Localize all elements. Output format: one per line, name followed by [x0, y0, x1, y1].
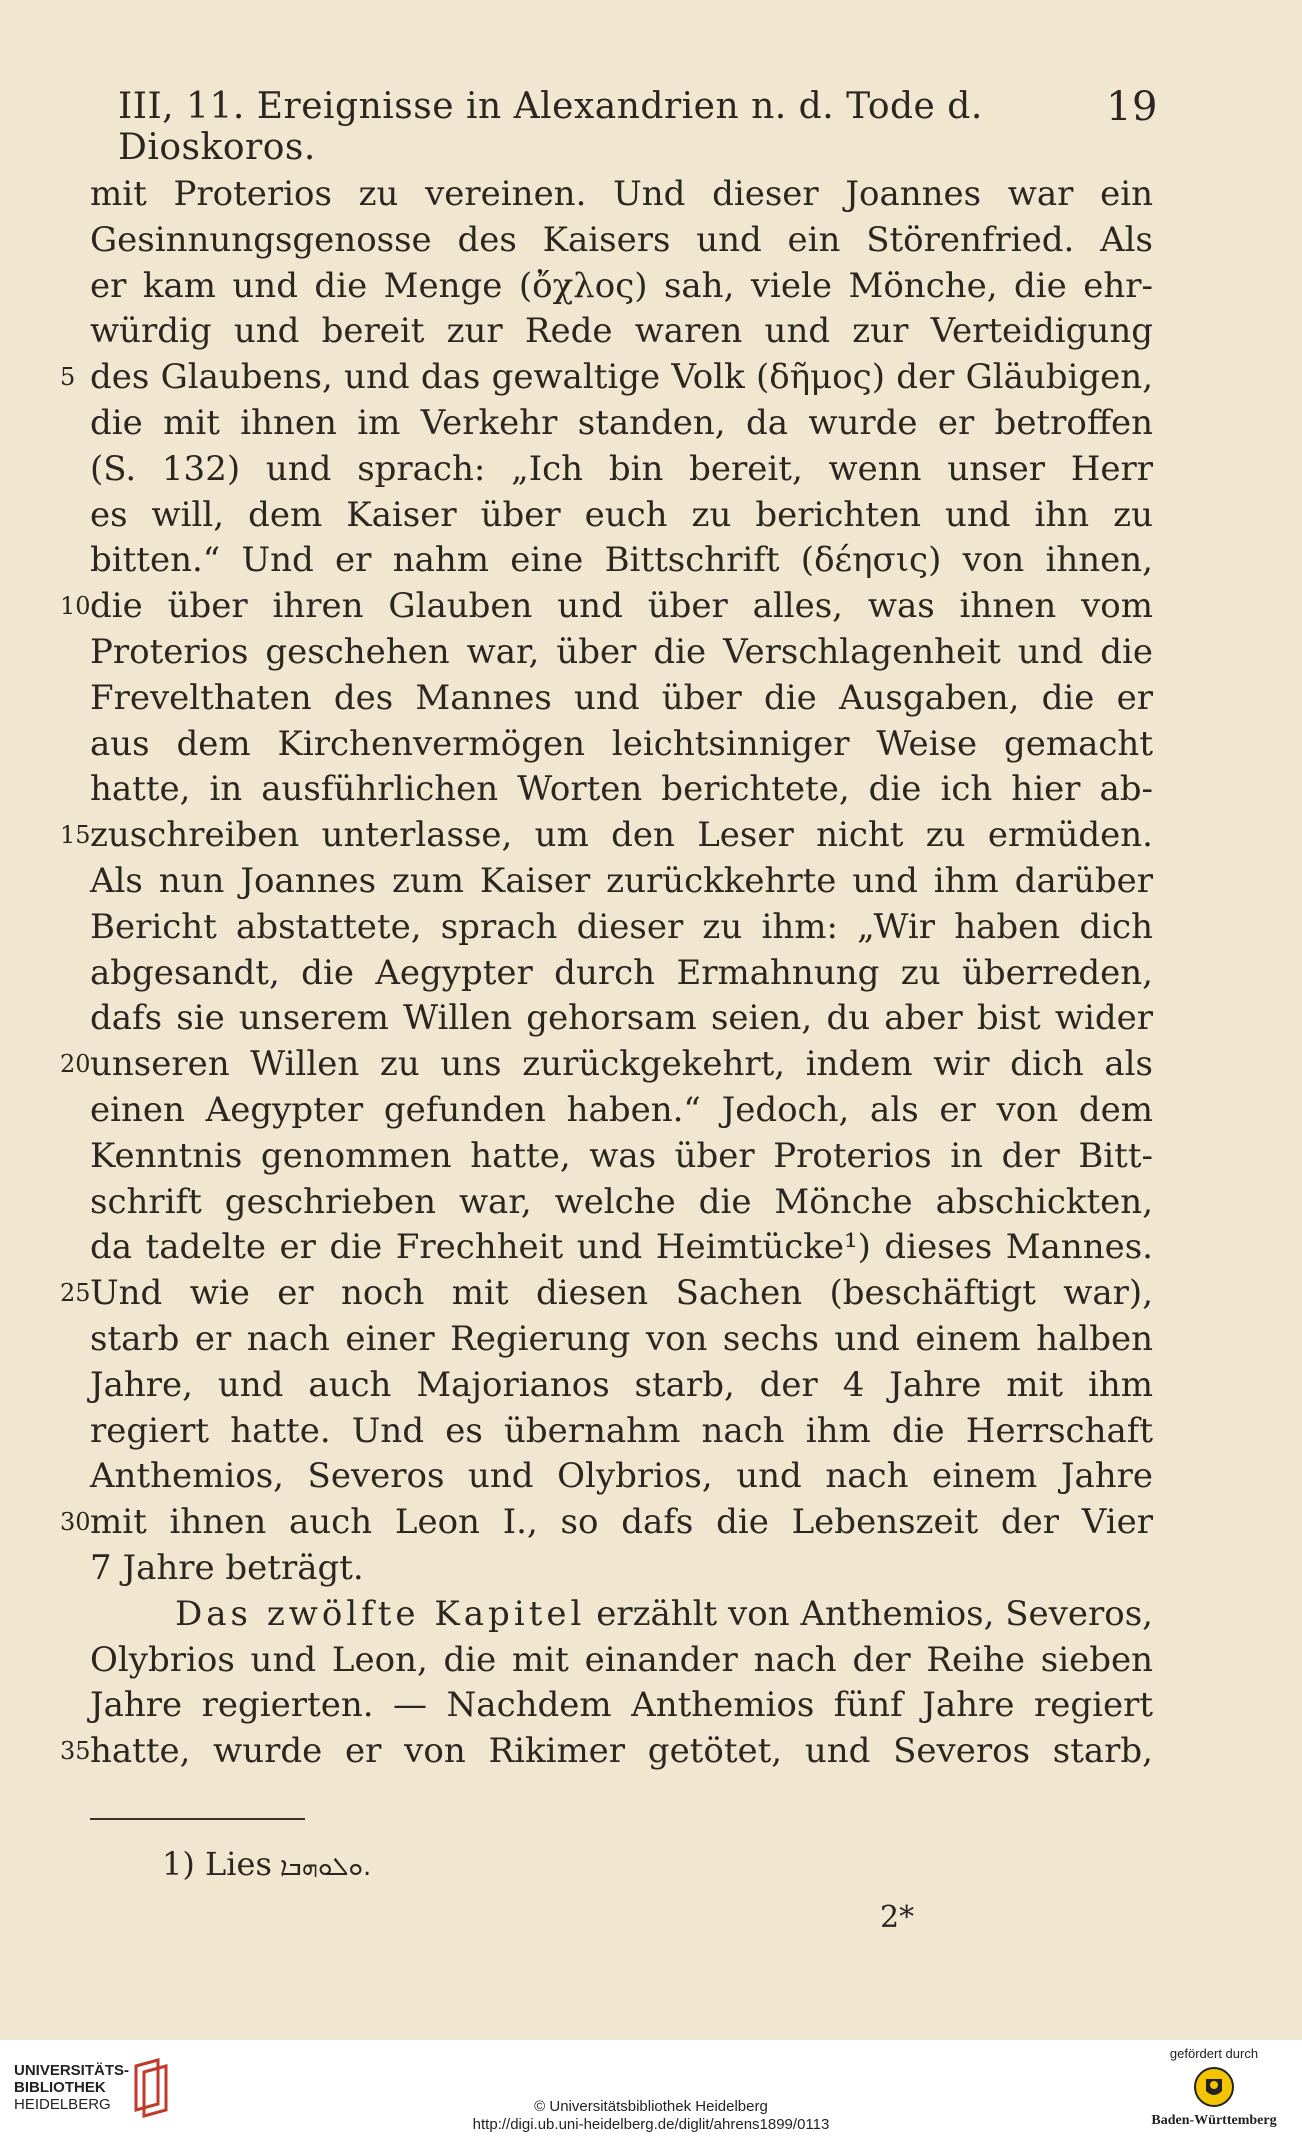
text-line [60, 1271, 1153, 1317]
footnote-label: 1) Lies [162, 1845, 272, 1883]
line-text: einen Aegypter gefunden haben.“ Jedoch, als er von dem [90, 1089, 1153, 1130]
line-text: hatte, in ausführlichen Worten berichtete, die ich hier ab- [90, 769, 1153, 810]
line-text: mit Proterios zu vereinen. Und dieser Joannes war ein [90, 174, 1153, 214]
line-text: regiert hatte. Und es übernahm nach ihm die Herrschaft [90, 1410, 1153, 1451]
copyright-text: © Universitätsbibliothek Heidelberg [534, 2098, 768, 2115]
text-line [90, 1363, 1153, 1409]
text-line [90, 309, 1153, 355]
text-line [90, 722, 1153, 768]
footnote-rule [90, 1818, 305, 1820]
text-line [60, 355, 1153, 401]
line-text: Anthemios, Severos und Olybrios, und nach einem Jahre [90, 1456, 1153, 1497]
line-text: die über ihren Glauben und über alles, was ihnen vom [90, 586, 1153, 627]
text-line [90, 1454, 1153, 1500]
chapter-intro-text: erzählt von Anthemios, Severos, [585, 1593, 1153, 1634]
page-number: 19 [1106, 84, 1158, 130]
line-text: schrift geschrieben war, welche die Mönche abschickten, [90, 1181, 1153, 1222]
funder-label: gefördert durch [1169, 2046, 1259, 2061]
running-title: III, 11. Ereignisse in Alexandrien n. d. Tode d. Dioskoros. [118, 86, 983, 168]
sheet-signature: 2* [880, 1900, 915, 1935]
line-number: 30 [60, 1508, 91, 1537]
line-text: Gesinnungsgenosse des Kaisers und ein Störenfried. Als [90, 219, 1153, 260]
chapter-heading: Das zwölfte Kapitel [175, 1593, 586, 1634]
text-line [90, 218, 1153, 264]
funder-block[interactable] [1144, 2046, 1284, 2129]
text-line [90, 172, 1153, 218]
line-text: (S. 132) und sprach: „Ich bin bereit, wenn unser Herr [90, 448, 1153, 489]
text-line [90, 1180, 1153, 1226]
text-line [60, 813, 1153, 859]
footnote [162, 1845, 371, 1883]
text-line [90, 676, 1153, 722]
line-text: da tadelte er die Frechheit und Heimtücke¹) dieses Mannes. [90, 1227, 1153, 1268]
line-number: 35 [60, 1737, 91, 1766]
text-line [90, 1638, 1153, 1684]
text-line [90, 401, 1153, 447]
line-text: dafs sie unserem Willen gehorsam seien, du aber bist wider [90, 998, 1153, 1039]
copyright-block [0, 2098, 1302, 2134]
body-text [60, 172, 1153, 1775]
text-line [90, 1409, 1153, 1455]
text-line [90, 447, 1153, 493]
line-text: Proterios geschehen war, über die Verschlagenheit und die [90, 631, 1153, 672]
line-text: hatte, wurde er von Rikimer getötet, und Severos starb, [90, 1731, 1153, 1772]
library-line-2: BIBLIOTHEK [14, 2079, 106, 2096]
text-line [90, 538, 1153, 584]
text-line [90, 1134, 1153, 1180]
line-number: 25 [60, 1279, 91, 1308]
text-line [60, 584, 1153, 630]
text-line [90, 1317, 1153, 1363]
line-text: er kam und die Menge (ὄχλος) sah, viele Mönche, die ehr- [90, 265, 1153, 306]
line-text: abgesandt, die Aegypter durch Ermahnung zu überreden, [90, 952, 1153, 993]
line-text: Als nun Joannes zum Kaiser zurückkehrte und ihm darüber [90, 860, 1153, 901]
state-seal-icon [1192, 2065, 1236, 2109]
line-text: die mit ihnen im Verkehr standen, da wurde er betroffen [90, 402, 1153, 443]
text-line [90, 951, 1153, 997]
line-text: würdig und bereit zur Rede waren und zur Verteidigung [90, 311, 1153, 352]
funder-name: Baden-Württemberg [1151, 2113, 1277, 2128]
text-line [90, 630, 1153, 676]
footer-banner [0, 2040, 1302, 2136]
footnote-syriac: ܘܠܘܗܒܐ. [279, 1852, 372, 1882]
line-text: Jahre, und auch Majorianos starb, der 4 Jahre mit ihm [90, 1364, 1153, 1405]
text-line [90, 493, 1153, 539]
text-line [60, 1729, 1153, 1775]
text-line [90, 859, 1153, 905]
line-text: unseren Willen zu uns zurückgekehrt, indem wir dich als [90, 1044, 1153, 1085]
text-line [60, 1500, 1153, 1546]
line-number: 20 [60, 1050, 91, 1079]
chapter-intro-line [90, 1592, 1153, 1638]
line-text: Jahre regierten. — Nachdem Anthemios fünf Jahre regiert [90, 1685, 1153, 1726]
line-text: 7 Jahre beträgt. [90, 1547, 364, 1588]
line-text: Kenntnis genommen hatte, was über Proterios in der Bitt- [90, 1135, 1153, 1176]
line-number: 5 [60, 363, 76, 392]
line-text: des Glaubens, und das gewaltige Volk (δῆμος) der Gläubigen, [90, 357, 1153, 398]
text-line [60, 1042, 1153, 1088]
line-text: aus dem Kirchenvermögen leichtsinniger Weise gemacht [90, 723, 1153, 764]
text-line [90, 1088, 1153, 1134]
text-line [90, 996, 1153, 1042]
line-text: Olybrios und Leon, die mit einander nach der Reihe sieben [90, 1639, 1153, 1680]
permalink[interactable]: http://digi.ub.uni-heidelberg.de/diglit/ahrens1899/0113 [472, 2116, 830, 2133]
line-text: starb er nach einer Regierung von sechs und einem halben [90, 1318, 1153, 1359]
line-text: mit ihnen auch Leon I., so dafs die Lebenszeit der Vier [90, 1502, 1153, 1543]
line-number: 10 [60, 592, 91, 621]
line-text: es will, dem Kaiser über euch zu berichten und ihn zu [90, 494, 1153, 535]
text-line [90, 264, 1153, 310]
text-line [90, 905, 1153, 951]
library-line-1: UNIVERSITÄTS- [14, 2062, 130, 2079]
running-header [118, 84, 1158, 168]
text-line [90, 1225, 1153, 1271]
library-line-3: HEIDELBERG [14, 2096, 111, 2113]
text-line [90, 1683, 1153, 1729]
line-text: zuschreiben unterlasse, um den Leser nicht zu ermüden. [90, 815, 1153, 856]
line-text: Frevelthaten des Mannes und über die Ausgaben, die er [90, 677, 1153, 718]
text-line [90, 1546, 1153, 1592]
line-number: 15 [60, 821, 91, 850]
text-line [90, 767, 1153, 813]
line-text: bitten.“ Und er nahm eine Bittschrift (δέησις) von ihnen, [90, 540, 1153, 581]
line-text: Und wie er noch mit diesen Sachen (beschäftigt war), [90, 1273, 1153, 1314]
line-text: Bericht abstattete, sprach dieser zu ihm: „Wir haben dich [90, 906, 1153, 947]
